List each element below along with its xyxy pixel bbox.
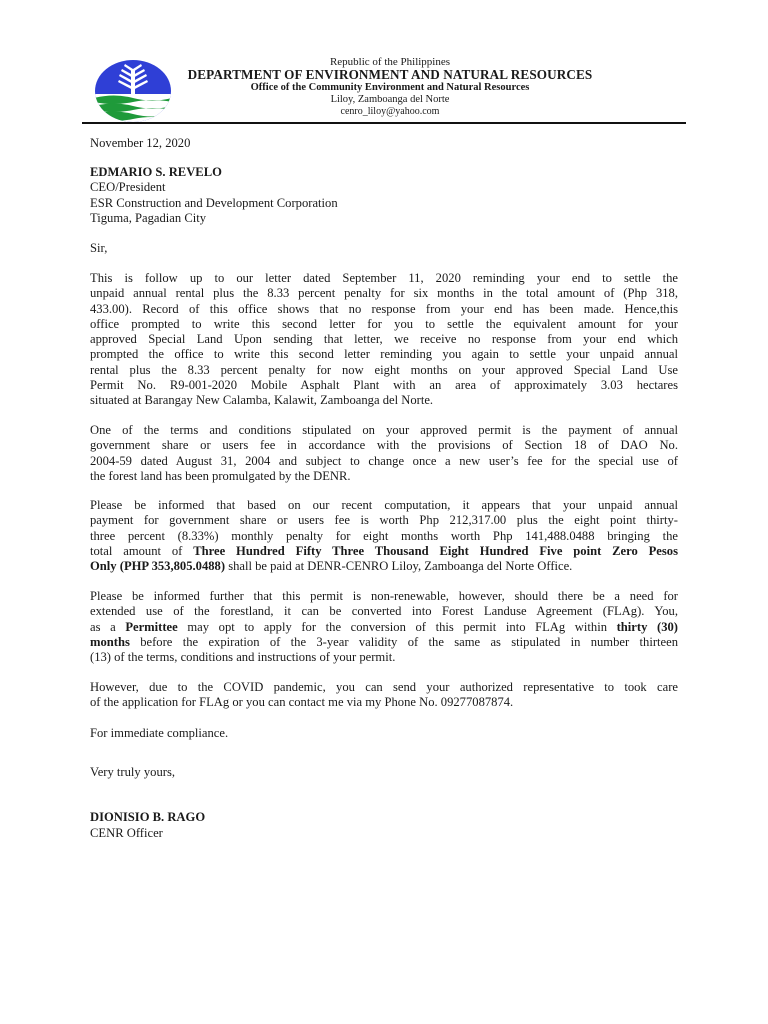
paragraph-line: This is follow up to our letter dated September 11, 2020 reminding your end to settle the [90, 271, 678, 285]
letterhead-divider [82, 122, 686, 124]
paragraph-line: rental plus the 8.33 percent penalty for now eight months on your approved Special Land Use [90, 362, 678, 377]
complimentary-close: Very truly yours, [90, 765, 175, 779]
signatory-name: DIONISIO B. RAGO [90, 810, 206, 824]
paragraph-line: unpaid annual rental plus the 8.33 percent penalty for six months in the total amount of (Php 318, [90, 286, 678, 301]
recipient-company: ESR Construction and Development Corporation [90, 196, 338, 210]
paragraph-line: However, due to the COVID pandemic, you can send your authorized representative to took care [90, 680, 678, 694]
paragraph-line [90, 544, 678, 559]
text-run: may opt to apply for the conversion of this permit into FLAg within [177, 619, 617, 634]
salutation: Sir, [90, 241, 108, 255]
letterhead-republic: Republic of the Philippines [329, 56, 451, 68]
recipient-name: EDMARIO S. REVELO [90, 165, 222, 179]
paragraph-line: Permit No. R9-001-2020 Mobile Asphalt Plant with an area of approximately 3.03 hectares [90, 378, 678, 393]
paragraph-1 [90, 271, 678, 409]
paragraph-line: prompted the office to write this second letter reminding you again to settle your unpaid annual [90, 347, 678, 362]
permittee-emphasis: Permittee [125, 619, 178, 634]
letterhead-office: Office of the Community Environment and Natural Resources [250, 82, 530, 93]
letterhead-email: cenro_liloy@yahoo.com [340, 106, 440, 117]
letter-date: November 12, 2020 [90, 136, 191, 150]
paragraph-line: One of the terms and conditions stipulated on your approved permit is the payment of annual [90, 423, 678, 437]
paragraph-line: payment for government share or users fee is worth Php 212,317.00 plus the eight point thirty- [90, 513, 678, 528]
recipient-address: Tiguma, Pagadian City [90, 211, 207, 225]
letterhead-address: Liloy, Zamboanga del Norte [330, 94, 450, 105]
paragraph-line: three percent (8.33%) monthly penalty for eight months worth Php 141,488.0488 bringing the [90, 528, 678, 543]
paragraph-line: the forest land has been promulgated by the DENR. [90, 468, 351, 483]
denr-logo-icon [94, 58, 172, 124]
paragraph-line: (13) of the terms, conditions and instructions of your permit. [90, 650, 396, 665]
paragraph-4 [90, 589, 678, 665]
paragraph-5 [90, 680, 678, 711]
paragraph-line: 433.00). Record of this office shows that no response from your end has been made. Hence,this [90, 301, 678, 316]
paragraph-line: government share or users fee in accordance with the provisions of Section 18 of DAO No. [90, 438, 678, 453]
paragraph-line [90, 635, 678, 650]
signatory-title: CENR Officer [90, 826, 163, 840]
paragraph-line: Please be informed further that this permit is non-renewable, however, should there be a need for [90, 589, 678, 603]
paragraph-line: approved Special Land Upon sending that letter, we receive no response from your end which [90, 332, 678, 347]
letterhead-department: DEPARTMENT OF ENVIRONMENT AND NATURAL RESOURCES [187, 67, 593, 82]
recipient-title: CEO/President [90, 180, 166, 194]
paragraph-line: Please be informed that based on our recent computation, it appears that your unpaid annual [90, 498, 678, 512]
closing-line: For immediate compliance. [90, 726, 229, 740]
paragraph-3 [90, 498, 678, 574]
text-run: shall be paid at DENR-CENRO Liloy, Zamboanga del Norte Office. [225, 559, 573, 574]
paragraph-line: office prompted to write this second letter for you to settle the equivalent amount for your [90, 316, 678, 331]
paragraph-line: of the application for FLAg or you can contact me via my Phone No. 09277087874. [90, 695, 514, 710]
thirty-months-emphasis: thirty (30) [616, 619, 678, 634]
months-emphasis: months [90, 634, 130, 649]
text-run: as a [90, 619, 126, 634]
paragraph-line: situated at Barangay New Calamba, Kalawit, Zamboanga del Norte. [90, 393, 434, 408]
paragraph-line [90, 620, 678, 635]
text-run: before the expiration of the 3-year validity of the same as stipulated in number thirteen [129, 634, 678, 649]
paragraph-2 [90, 423, 678, 484]
total-amount-figure: Only (PHP 353,805.0488) [90, 559, 226, 574]
paragraph-line: extended use of the forestland, it can be converted into Forest Landuse Agreement (FLAg). You, [90, 604, 678, 619]
paragraph-line [90, 559, 678, 574]
paragraph-line: 2004-59 dated August 31, 2004 and subject to change once a new user’s fee for the special use of [90, 453, 678, 468]
text-run: total amount of [90, 543, 194, 558]
total-amount-words: Three Hundred Fifty Three Thousand Eight Hundred Five point Zero Pesos [193, 543, 678, 558]
